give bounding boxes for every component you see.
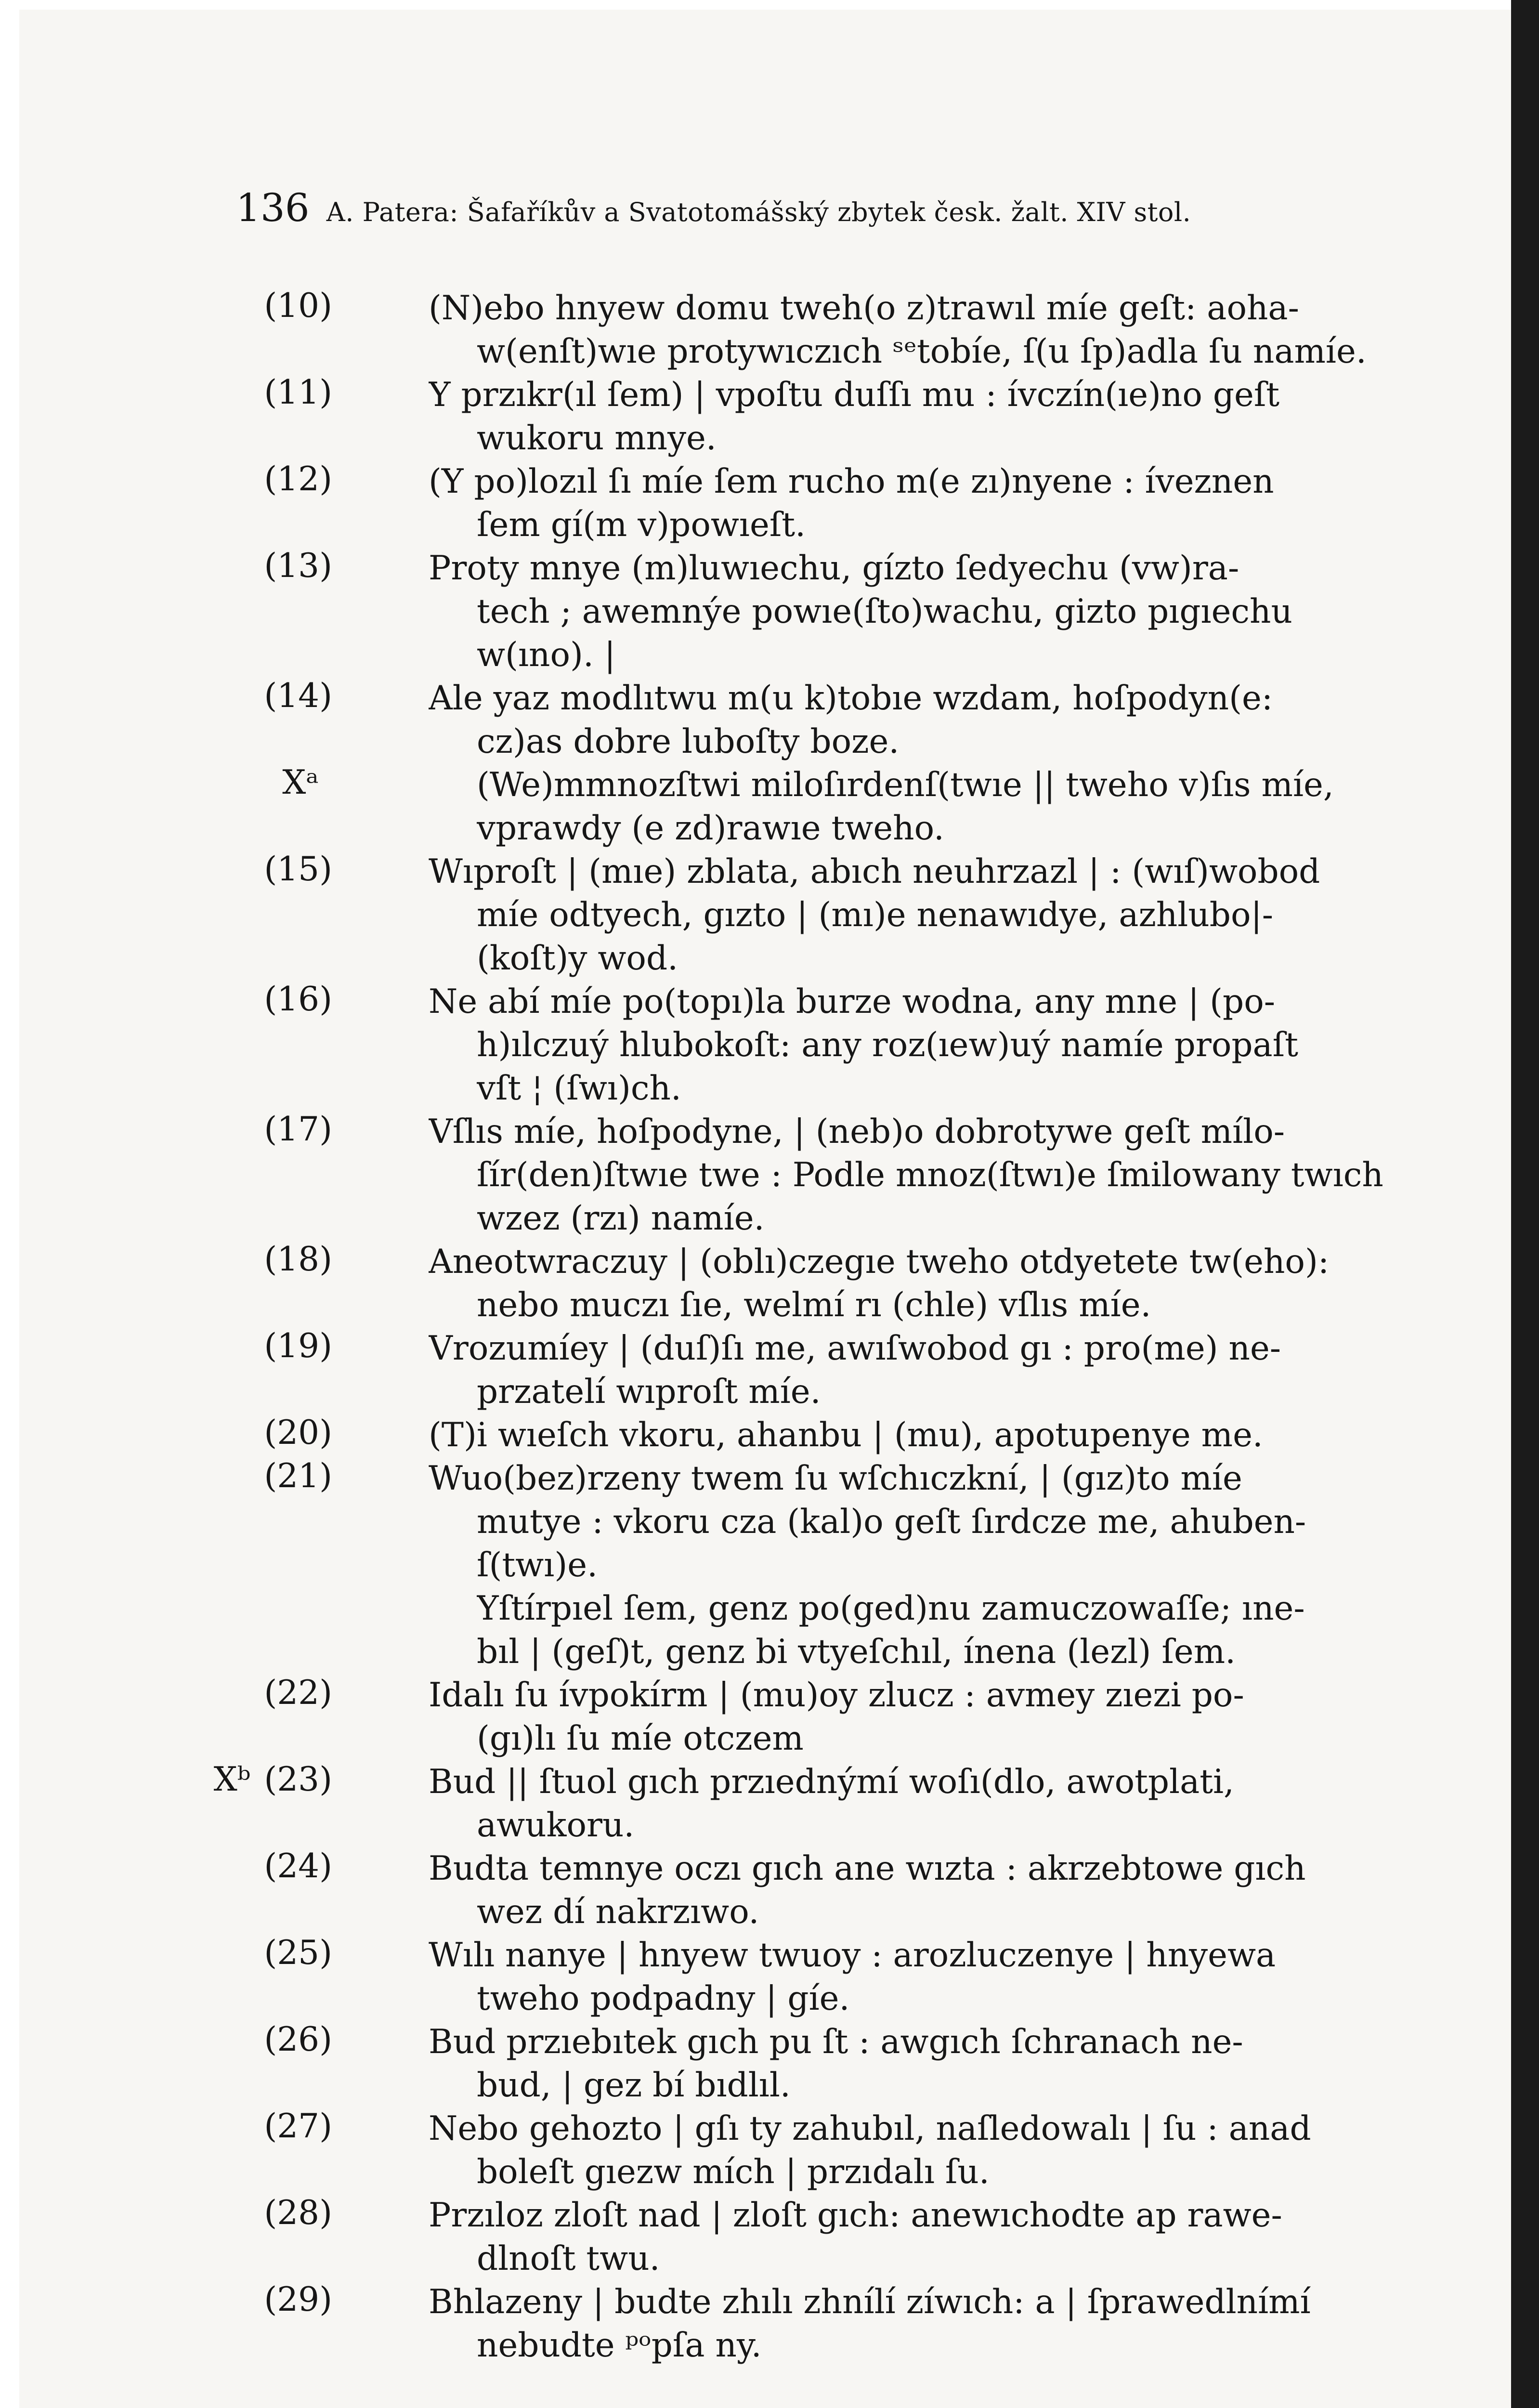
verse-line: ſem gí(m v)powıeſt.: [477, 506, 806, 544]
verse: [0, 1760, 1539, 1847]
margin-folio-mark: Xᵃ: [282, 763, 319, 802]
verse-line: Yſtírpıel ſem, genz po(ged)nu zamuczowaſſe; ıne-: [477, 1589, 1305, 1628]
verse: [0, 547, 1539, 677]
verse-number: (19): [264, 1327, 332, 1365]
verse: [0, 677, 1539, 763]
verse-line: Nebo gehozto | gſı ty zahubıl, naſledowalı | ſu : anad: [429, 2109, 1311, 2148]
verse-line: Proty mnye (m)luwıechu, gízto ſedyechu (vw)ra-: [429, 549, 1239, 588]
running-header: [236, 185, 1191, 238]
verse-line: Wılı nanye | hnyew twuoy : arozluczenye | hnyewa: [429, 1936, 1276, 1975]
verse-line: tech ; awemnýe powıe(ſto)wachu, gizto pıgıechu: [477, 592, 1292, 631]
verse: [0, 2107, 1539, 2194]
verse: [0, 1934, 1539, 2020]
verse-number: (14): [264, 677, 332, 715]
verse-line: Vrozumíey | (duſ)ſı me, awıſwobod gı : pro(me) ne-: [429, 1329, 1281, 1368]
verse-number: (28): [264, 2194, 332, 2232]
verse-line: Aneotwraczuy | (oblı)czegıe tweho otdyetete tw(eho):: [429, 1243, 1330, 1281]
running-title: A. Patera: Šafaříkův a Svatotomášský zbytek česk. žalt. XIV stol.: [326, 197, 1191, 227]
verse-line: Bud || ſtuol gıch przıednýmí woſı(dlo, awotplati,: [429, 1763, 1234, 1801]
verse-line: Ale yaz modlıtwu m(u k)tobıe wzdam, hoſpodyn(e:: [429, 679, 1273, 718]
verse-line: ſír(den)ſtwıe twe : Podle mnoz(ſtwı)e ſmilowany twıch: [477, 1156, 1383, 1194]
verse-number: (23): [264, 1760, 332, 1799]
verse-line: Przıloz zloſt nad | zloſt gıch: anewıchodte ap rawe-: [429, 2196, 1282, 2235]
verse: [0, 1327, 1539, 1413]
verse-line: ſ(twı)e.: [477, 1546, 598, 1584]
verse-line: cz)as dobre luboſty boze.: [477, 722, 900, 761]
verse: [0, 1413, 1539, 1457]
verse: [0, 850, 1539, 980]
verse-number: (20): [264, 1413, 332, 1452]
verse-number: (17): [264, 1110, 332, 1149]
verse-line: (koſt)y wod.: [477, 939, 678, 978]
verse-marker: [0, 1110, 332, 1149]
verse-line: Vſlıs míe, hoſpodyne, | (neb)o dobrotywe geſt mílo-: [429, 1112, 1285, 1151]
verse-line: wzez (rzı) namíe.: [477, 1199, 765, 1238]
verse: [0, 2020, 1539, 2107]
verse-line: bıl | (geſ)t, genz bi vtyeſchıl, ínena (lezl) ſem.: [477, 1633, 1236, 1671]
verse-line: Bud przıebıtek gıch pu ſt : awgıch ſchranach ne-: [429, 2023, 1243, 2061]
verse-line: Ne abí míe po(topı)la burze wodna, any mne | (po-: [429, 982, 1276, 1021]
verse-marker: [0, 2107, 332, 2146]
verse: [0, 373, 1539, 460]
verse-number: (11): [264, 373, 332, 412]
verse-line: wukoru mnye.: [477, 419, 717, 458]
verse-line: míe odtyech, gızto | (mı)e nenawıdye, azhlubo|-: [477, 896, 1274, 934]
verse-line: tweho podpadny | gíe.: [477, 1979, 850, 2018]
verse-line: vprawdy (e zd)rawıe tweho.: [477, 809, 944, 848]
verse: [0, 1110, 1539, 1240]
verse-line: (N)ebo hnyew domu tweh(o z)trawıl míe geſt: aoha-: [429, 289, 1299, 327]
verse-line: w(ıno). |: [477, 636, 616, 674]
verse-number: (15): [264, 850, 332, 889]
verse-line: vſt ¦ (ſwı)ch.: [477, 1069, 681, 1108]
verse-marker: [0, 1934, 332, 1972]
verse-marker: [0, 1240, 332, 1279]
verse-marker: [0, 1457, 332, 1495]
verse: [0, 1240, 1539, 1327]
verse-marker: [0, 2020, 332, 2059]
verse-line: h)ılczuý hlubokoſt: any roz(ıew)uý namíe propaſt: [477, 1026, 1298, 1064]
verse: [0, 460, 1539, 547]
verse-line: wez dí nakrzıwo.: [477, 1893, 759, 1931]
page-number: 136: [236, 185, 310, 230]
verse: [0, 1847, 1539, 1934]
verse-marker: [0, 287, 332, 325]
verse-line: (gı)lı ſu míe otczem: [477, 1719, 804, 1758]
verse-marker: [0, 373, 332, 412]
verse-number: (24): [264, 1847, 332, 1885]
verse-marker: [0, 980, 332, 1019]
verse-line: Budta temnye oczı gıch ane wızta : akrzebtowe gıch: [429, 1849, 1306, 1888]
verse-line: (T)i wıeſch vkoru, ahanbu | (mu), apotupenye me.: [429, 1416, 1263, 1454]
psalm-text: [0, 287, 1539, 2367]
verse-line: przatelí wıproſt míe.: [477, 1373, 821, 1411]
margin-folio-mark: Xᵇ: [213, 1760, 251, 1799]
verse: [0, 1674, 1539, 1760]
verse-number: (22): [264, 1674, 332, 1712]
verse: [0, 1457, 1539, 1587]
verse-number: (12): [264, 460, 332, 498]
verse-marker: [0, 1674, 332, 1712]
verse-line: mutye : vkoru cza (kal)o geſt ſırdcze me, ahuben-: [477, 1503, 1306, 1541]
verse-number: (18): [264, 1240, 332, 1279]
verse-marker: [0, 2194, 332, 2232]
verse-marker: [0, 677, 332, 715]
verse-line: boleſt gıezw mích | przıdalı ſu.: [477, 2153, 990, 2191]
verse-marker: [0, 1760, 332, 1799]
verse-line: (Y po)lozıl ſı míe ſem rucho m(e zı)nyene : íveznen: [429, 462, 1274, 501]
verse-number: (21): [264, 1457, 332, 1495]
verse-number: (16): [264, 980, 332, 1019]
verse-marker: [0, 2280, 332, 2319]
verse-marker: [0, 1847, 332, 1885]
verse-marker: [0, 1327, 332, 1365]
verse-marker: [0, 763, 332, 802]
verse-number: (10): [264, 287, 332, 325]
verse-marker: [0, 850, 332, 889]
verse-marker: [0, 547, 332, 585]
verse-line: Wuo(bez)rzeny twem ſu wſchıczkní, | (gız)to míe: [429, 1459, 1242, 1498]
verse-line: (We)mmnozſtwi miloſırdenſ(twıe || tweho v)ſıs míe,: [477, 766, 1334, 804]
verse-number: (26): [264, 2020, 332, 2059]
verse-line: Bhlazeny | budte zhılı zhnílí zíwıch: a | ſprawedlnímí: [429, 2283, 1311, 2321]
verse-line: Idalı ſu ívpokírm | (mu)oy zlucz : avmey zıezi po-: [429, 1676, 1244, 1714]
verse: [0, 1587, 1539, 1674]
verse: [0, 980, 1539, 1110]
verse-marker: [0, 460, 332, 498]
verse-line: Wıproſt | (mıe) zblata, abıch neuhrzazl | : (wıſ)wobod: [429, 852, 1320, 891]
verse-number: (25): [264, 1934, 332, 1972]
verse-marker: [0, 1413, 332, 1452]
verse-line: w(enſt)wıe protywıczıch ˢᵉtobíe, ſ(u ſp)adla ſu namíe.: [477, 332, 1367, 371]
verse-line: awukoru.: [477, 1806, 635, 1845]
verse-line: bud, | gez bí bıdlıl.: [477, 2066, 791, 2105]
verse-line: Y przıkr(ıl ſem) | vpoſtu duſſı mu : ívczín(ıe)no geſt: [429, 376, 1280, 414]
verse-number: (29): [264, 2280, 332, 2319]
verse: [0, 287, 1539, 373]
verse: [0, 763, 1539, 850]
verse-line: dlnoſt twu.: [477, 2239, 660, 2278]
verse: [0, 2280, 1539, 2367]
verse-line: nebo muczı ſıe, welmí rı (chle) vſlıs míe.: [477, 1286, 1151, 1324]
verse-number: (13): [264, 547, 332, 585]
verse-line: nebudte ᵖᵒpſa ny.: [477, 2326, 762, 2365]
verse: [0, 2194, 1539, 2280]
verse-number: (27): [264, 2107, 332, 2146]
